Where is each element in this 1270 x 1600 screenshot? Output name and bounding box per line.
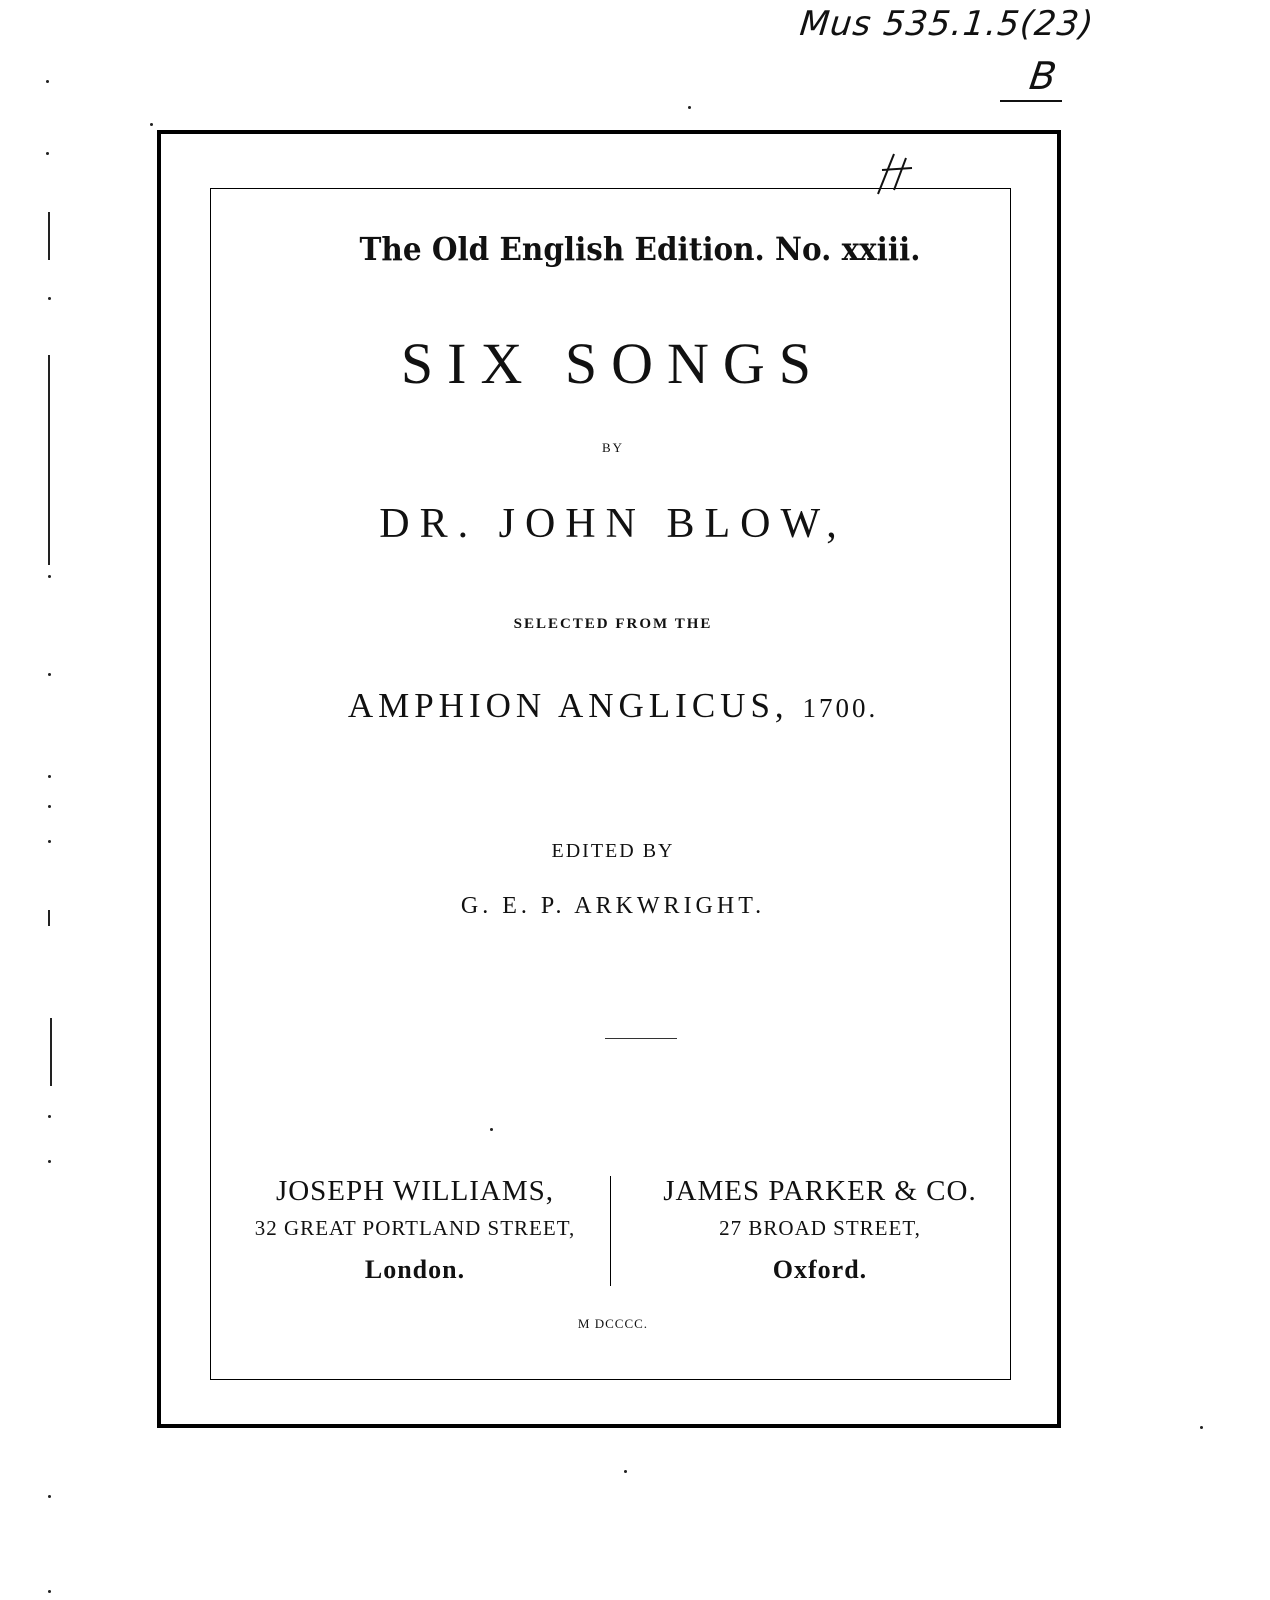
composer-name: DR. JOHN BLOW, <box>379 501 847 547</box>
publisher-divider <box>610 1176 611 1286</box>
scan-speck <box>688 106 691 109</box>
by-label: BY <box>601 440 625 455</box>
scan-mark <box>48 355 50 565</box>
source-work <box>210 686 1016 726</box>
editor-name: G. E. P. ARKWRIGHT. <box>460 893 766 919</box>
publisher-street: 27 BROAD STREET, <box>719 1216 921 1240</box>
publisher-right <box>630 1175 1010 1285</box>
publisher-street: 32 GREAT PORTLAND STREET, <box>254 1216 576 1240</box>
publisher-name: JOSEPH WILLIAMS, <box>275 1175 555 1207</box>
scan-speck <box>48 673 51 676</box>
handwritten-shelfmark: Mus 535.1.5(23) <box>797 4 1097 44</box>
publisher-city: Oxford. <box>772 1255 868 1284</box>
shelfmark-underline <box>1000 100 1062 102</box>
scan-mark <box>48 910 50 926</box>
scan-speck <box>624 1470 627 1473</box>
handwritten-frame-mark <box>868 150 916 196</box>
source-work-title: AMPHION ANGLICUS, <box>347 686 789 725</box>
selected-from-label: SELECTED FROM THE <box>513 616 713 632</box>
handwritten-shelfmark-letter: B <box>1026 54 1060 98</box>
scan-mark <box>50 1018 52 1086</box>
page-title: SIX SONGS <box>400 331 826 396</box>
scan-mark <box>48 212 50 260</box>
scan-speck <box>46 80 49 83</box>
scan-speck <box>150 123 153 126</box>
ornamental-rule <box>605 1038 677 1039</box>
scan-speck <box>46 152 49 155</box>
publisher-city: London. <box>364 1255 466 1284</box>
scan-speck <box>48 1160 51 1163</box>
scan-speck <box>48 1495 51 1498</box>
scan-speck <box>48 840 51 843</box>
scan-speck <box>1200 1426 1203 1429</box>
scan-speck <box>48 297 51 300</box>
scan-speck <box>48 575 51 578</box>
scan-speck <box>48 1115 51 1118</box>
source-year: 1700. <box>802 693 879 723</box>
scan-speck <box>490 1128 493 1131</box>
frame-mark-glyph <box>868 150 916 196</box>
publication-date: M DCCCC. <box>577 1316 649 1331</box>
publisher-left <box>215 1175 615 1285</box>
edited-by-label: EDITED BY <box>551 840 675 862</box>
scan-speck <box>48 1590 51 1593</box>
scan-speck <box>48 775 51 778</box>
series-title: The Old English Edition. No. xxiii. <box>359 230 921 268</box>
publisher-name: JAMES PARKER & CO. <box>663 1175 977 1207</box>
scan-speck <box>48 805 51 808</box>
